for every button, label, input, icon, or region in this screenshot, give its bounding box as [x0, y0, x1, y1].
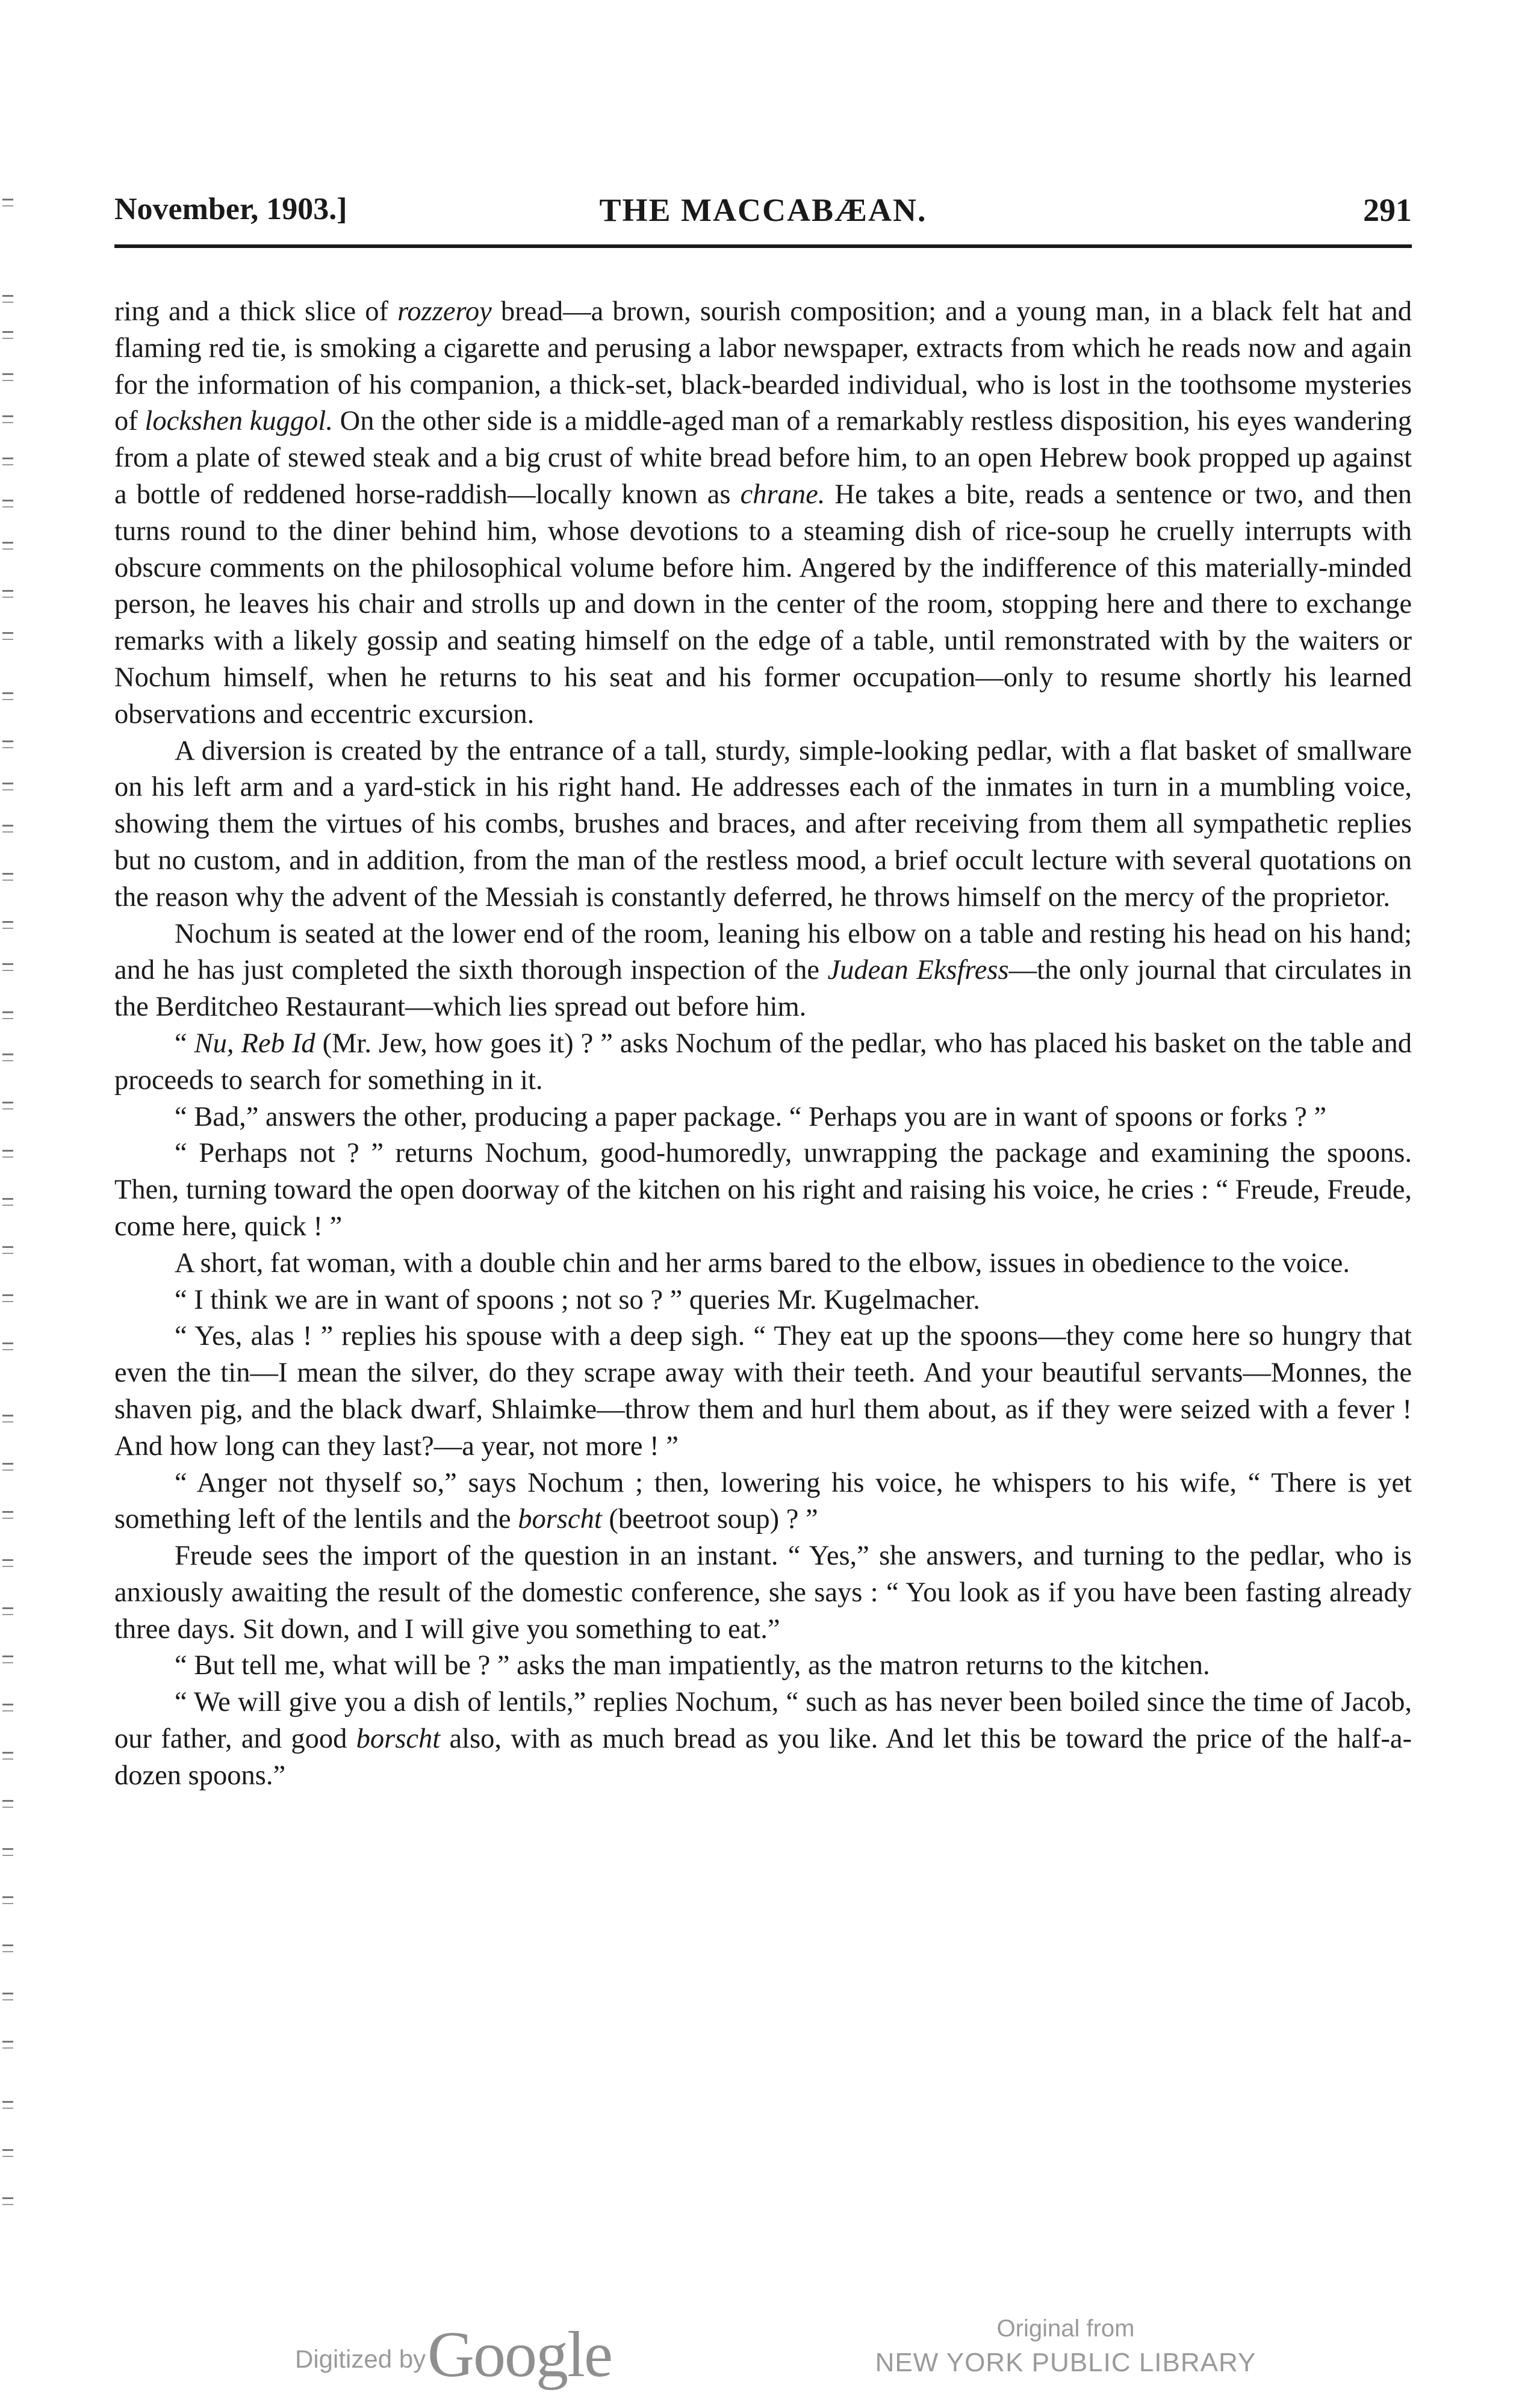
- facing-page-edge: [0, 175, 24, 2282]
- header-rule: [114, 244, 1412, 248]
- paragraph: “ Anger not thyself so,” says Nochum ; then, lowering his voice, he whispers to his wife, “ There is yet something left of the lentils and the borscht (beetroot soup) ? ”: [114, 1467, 1412, 1535]
- paragraph: A short, fat woman, with a double chin and her arms bared to the elbow, issues in obedience to the voice.: [175, 1247, 1350, 1279]
- journal-title: THE MACCABÆAN.: [599, 192, 927, 228]
- paragraph: “ But tell me, what will be ? ” asks the man impatiently, as the matron returns to the kitchen.: [175, 1650, 1210, 1681]
- article-body: [114, 294, 1412, 1795]
- digitized-by-label: Digitized by: [295, 2345, 426, 2373]
- paragraph: “ Yes, alas ! ” replies his spouse with a deep sigh. “ They eat up the spoons—they come here so hungry that even the tin—I mean the silver, do they scrape away with their teeth. And your beautiful servants—Monnes, the shaven pig, and the black dwarf, Shlaimke—throw them and hurl them about, as if they were seized with a fever ! And how long can they last?—a year, not more ! ”: [114, 1321, 1412, 1462]
- issue-date: November, 1903.]: [114, 192, 347, 226]
- paragraph: “ Nu, Reb Id (Mr. Jew, how goes it) ? ” asks Nochum of the pedlar, who has placed his basket on the table and proceeds to search for something in it.: [114, 1028, 1412, 1096]
- paragraph: “ Perhaps not ? ” returns Nochum, good-humoredly, unwrapping the package and examining the spoons. Then, turning toward the open doorway of the kitchen on his right and raising his voice, he cries : “ Freude, Freude, come here, quick ! ”: [114, 1138, 1412, 1242]
- paragraph: “ I think we are in want of spoons ; not so ? ” queries Mr. Kugelmacher.: [175, 1284, 980, 1315]
- paragraph: “ Bad,” answers the other, producing a paper package. “ Perhaps you are in want of spoons or forks ? ”: [175, 1101, 1327, 1132]
- original-from-label: Original from: [996, 2315, 1135, 2342]
- paragraph: ring and a thick slice of rozzeroy bread—a brown, sourish composition; and a young man, in a black felt hat and flaming red tie, is smoking a cigarette and perusing a labor newspaper, extracts from which he reads now and again for the information of his companion, a thick-set, black-bearded individual, who is lost in the toothsome mysteries of lockshen kuggol. On the other side is a middle-aged man of a remarkably restless disposition, his eyes wandering from a plate of stewed steak and a big crust of white bread before him, to an open Hebrew book propped up against a bottle of reddened horse-raddish—locally known as chrane. He takes a bite, reads a sentence or two, and then turns round to the diner behind him, whose devotions to a steaming dish of rice-soup he cruelly interrupts with obscure comments on the philosophical volume before him. Angered by the indifference of this materially-minded person, he leaves his chair and strolls up and down in the center of the room, stopping here and there to exchange remarks with a likely gossip and seating himself on the edge of a table, until remonstrated with by the waiters or Nochum himself, when he returns to his seat and his former occupation—only to resume shortly his learned observations and eccentric excursion.: [114, 296, 1412, 730]
- paragraph: Nochum is seated at the lower end of the room, leaning his elbow on a table and resting his head on his hand; and he has just completed the sixth thorough inspection of the Judean Eksfress—the only journal that circulates in the Berditcheo Restaurant—which lies spread out before him.: [114, 918, 1412, 1023]
- library-name: NEW YORK PUBLIC LIBRARY: [875, 2348, 1257, 2377]
- paragraph: “ We will give you a dish of lentils,” replies Nochum, “ such as has never been boiled since the time of Jacob, our father, and good borscht also, with as much bread as you like. And let this be toward the price of the half-a-dozen spoons.”: [114, 1687, 1412, 1791]
- google-logo: Google: [427, 2319, 612, 2391]
- source-attribution: [873, 2312, 1258, 2380]
- page-number: 291: [1363, 192, 1412, 228]
- paragraph: A diversion is created by the entrance of a tall, sturdy, simple-looking pedlar, with a flat basket of smallware on his left arm and a yard-stick in his right hand. He addresses each of the inmates in turn in a mumbling voice, showing them the virtues of his combs, brushes and braces, and after receiving from them all sympathetic replies but no custom, and in addition, from the man of the restless mood, a brief occult lecture with several quotations on the reason why the advent of the Messiah is constantly deferred, he throws himself on the mercy of the proprietor.: [114, 735, 1412, 913]
- digitization-footer: [0, 2312, 1519, 2390]
- paragraph: Freude sees the import of the question in an instant. “ Yes,” she answers, and turning to the pedlar, who is anxiously awaiting the result of the domestic conference, she says : “ You look as if you have been fasting already three days. Sit down, and I will give you something to eat.”: [114, 1541, 1412, 1645]
- running-header: [114, 191, 1412, 240]
